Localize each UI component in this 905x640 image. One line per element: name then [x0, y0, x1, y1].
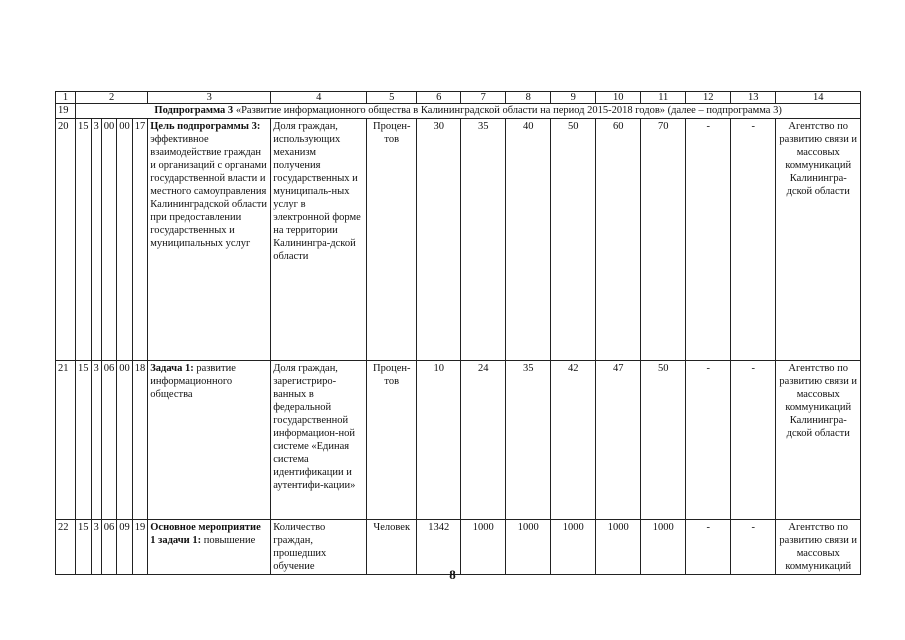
value-cell: 30	[417, 119, 461, 361]
subprogram-title	[76, 104, 861, 119]
agency-cell: Агентство по развитию связи и массовых коммуникаций Калинингра-дской области	[776, 119, 861, 361]
value-cell: 1000	[551, 520, 596, 575]
column-header: 4	[271, 92, 367, 104]
code-cell: 19	[132, 520, 148, 575]
goal-cell	[148, 119, 271, 361]
page-number: 8	[449, 567, 456, 582]
task-cell	[148, 361, 271, 520]
code-cell: 15	[76, 119, 92, 361]
code-cell: 00	[117, 361, 133, 520]
row-number: 21	[56, 361, 76, 520]
row-number: 19	[56, 104, 76, 119]
value-cell: 40	[506, 119, 551, 361]
column-number-row	[56, 92, 861, 104]
code-cell: 3	[91, 520, 101, 575]
column-header: 12	[686, 92, 731, 104]
code-cell: 09	[117, 520, 133, 575]
table-row	[56, 361, 861, 520]
value-cell: -	[686, 361, 731, 520]
code-cell: 06	[101, 361, 117, 520]
agency-cell: Агентство по развитию связи и массовых коммуникаций	[776, 520, 861, 575]
column-header: 2	[76, 92, 148, 104]
code-cell: 00	[117, 119, 133, 361]
value-cell: -	[686, 520, 731, 575]
value-cell: 50	[551, 119, 596, 361]
column-header: 13	[731, 92, 776, 104]
column-header: 11	[641, 92, 686, 104]
indicator-cell: Количество граждан, прошедших обучение	[271, 520, 367, 575]
value-cell: 35	[506, 361, 551, 520]
value-cell: 1000	[596, 520, 641, 575]
agency-cell: Агентство по развитию связи и массовых коммуникаций Калинингра-дской области	[776, 361, 861, 520]
value-cell: -	[731, 119, 776, 361]
code-cell: 15	[76, 520, 92, 575]
code-cell: 17	[132, 119, 148, 361]
column-header: 8	[506, 92, 551, 104]
column-header: 14	[776, 92, 861, 104]
value-cell: -	[686, 119, 731, 361]
code-cell: 06	[101, 520, 117, 575]
code-cell: 3	[91, 361, 101, 520]
unit-cell: Процен-тов	[367, 361, 417, 520]
column-header: 7	[461, 92, 506, 104]
code-cell: 18	[132, 361, 148, 520]
task-text: развитие информационного общества	[150, 363, 236, 400]
indicator-cell: Доля граждан, использующих механизм получения государственных и муниципаль-ных услуг в электронной форме на территории Калинингра-дской области	[271, 119, 367, 361]
goal-text: эффективное взаимодействие граждан и организаций с органами государственной власти и местного самоуправления Калининградской области при предоставлении государственных и муниципальных услуг	[150, 134, 267, 249]
value-cell: 70	[641, 119, 686, 361]
value-cell: 1000	[506, 520, 551, 575]
indicator-cell: Доля граждан, зарегистриро-ванных в федеральной государственной информацион-ной системе «Единая система идентификации и аутентифи-кации»	[271, 361, 367, 520]
column-header: 5	[367, 92, 417, 104]
row-number: 20	[56, 119, 76, 361]
column-header: 9	[551, 92, 596, 104]
value-cell: 47	[596, 361, 641, 520]
subprogram-row	[56, 104, 861, 119]
value-cell: 42	[551, 361, 596, 520]
value-cell: 1000	[461, 520, 506, 575]
value-cell: 60	[596, 119, 641, 361]
code-cell: 15	[76, 361, 92, 520]
value-cell: 50	[641, 361, 686, 520]
subprogram-title-rest: «Развитие информационного общества в Калининградской области на период 2015-2018 годов» (далее – подпрограмма 3)	[233, 105, 782, 116]
column-header: 10	[596, 92, 641, 104]
subprogram-title-bold: Подпрограмма 3	[154, 105, 234, 116]
table-row	[56, 119, 861, 361]
code-cell: 3	[91, 119, 101, 361]
value-cell: 1000	[641, 520, 686, 575]
column-header: 6	[417, 92, 461, 104]
column-header: 1	[56, 92, 76, 104]
code-cell: 00	[101, 119, 117, 361]
value-cell: 35	[461, 119, 506, 361]
value-cell: -	[731, 520, 776, 575]
goal-title: Цель подпрограммы 3:	[150, 121, 261, 132]
measure-text: повышение	[201, 535, 256, 546]
unit-cell: Процен-тов	[367, 119, 417, 361]
value-cell: -	[731, 361, 776, 520]
indicators-table	[55, 91, 861, 575]
column-header: 3	[148, 92, 271, 104]
value-cell: 24	[461, 361, 506, 520]
task-title: Задача 1:	[150, 363, 194, 374]
row-number: 22	[56, 520, 76, 575]
measure-title: Основное мероприятие 1 задачи 1:	[150, 522, 261, 546]
value-cell: 10	[417, 361, 461, 520]
unit-cell: Человек	[367, 520, 417, 575]
value-cell: 1342	[417, 520, 461, 575]
